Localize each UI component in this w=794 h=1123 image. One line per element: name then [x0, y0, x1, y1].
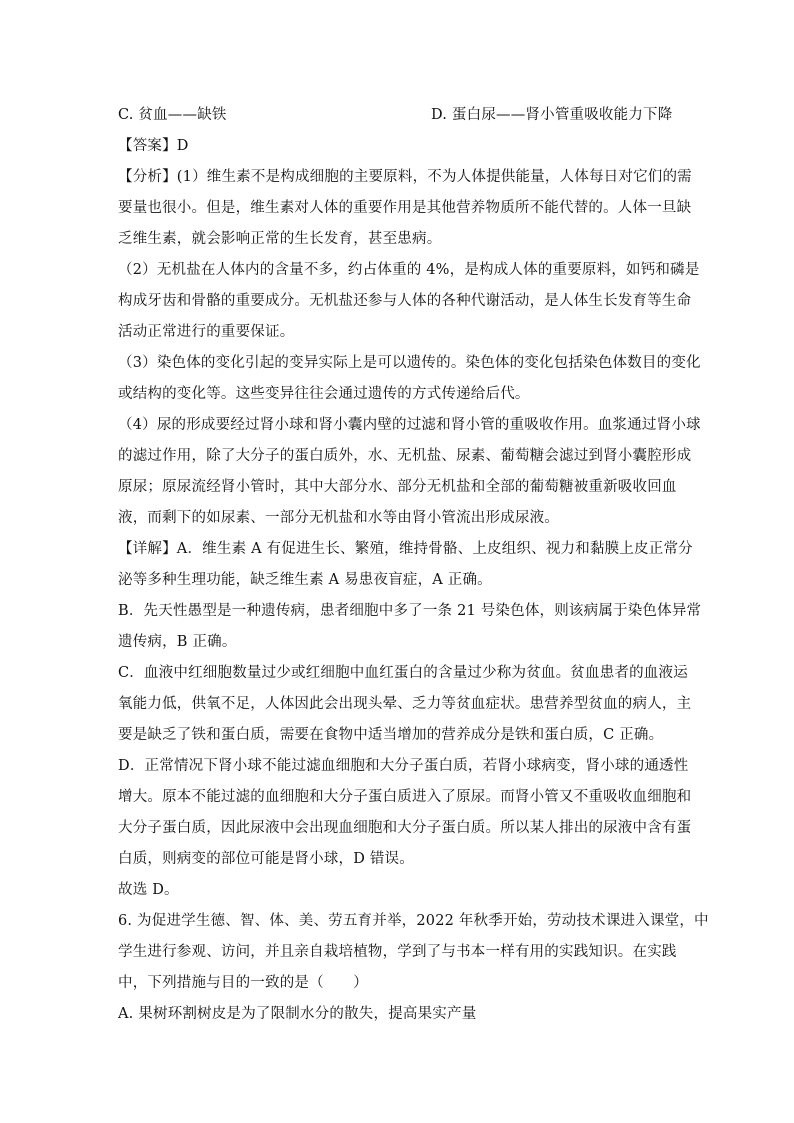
- analysis-line: 乏维生素，就会影响正常的生长发育，甚至患病。: [118, 231, 442, 247]
- option-d: D. 蛋白尿——肾小管重吸收能力下降: [431, 107, 673, 123]
- detail-section: [118, 534, 702, 875]
- detail-line: 要是缺乏了铁和蛋白质，需要在食物中适当增加的营养成分是铁和蛋白质，C 正确。: [118, 727, 664, 743]
- detail-line: 白质，则病变的部位可能是肾小球，D 错误。: [118, 851, 414, 867]
- detail-line: 增大。原本不能过滤的血细胞和大分子蛋白质进入了原尿。而肾小管又不重吸收血细胞和: [118, 789, 692, 805]
- analysis-line: 构成牙齿和骨骼的重要成分。无机盐还参与人体的各种代谢活动，是人体生长发育等生命: [118, 293, 692, 309]
- analysis-line: （3）染色体的变化引起的变异实际上是可以遗传的。染色体的变化包括染色体数目的变化: [118, 355, 701, 371]
- detail-line: 大分子蛋白质，因此尿液中会出现血细胞和大分子蛋白质。所以某人排出的尿液中含有蛋: [118, 820, 692, 836]
- conclusion-line: 故选 D。: [118, 882, 179, 898]
- analysis-line: 要量也很小。但是，维生素对人体的重要作用是其他营养物质所不能代替的。人体一旦缺: [118, 200, 692, 216]
- analysis-section: [118, 162, 701, 534]
- analysis-line: 或结构的变化等。这些变异往往会通过遗传的方式传递给后代。: [118, 386, 530, 402]
- detail-line: C．血液中红细胞数量过少或红细胞中血红蛋白的含量过少称为贫血。贫血患者的血液运: [118, 665, 688, 681]
- question-line: 6. 为促进学生德、智、体、美、劳五育并举，2022 年秋季开始，劳动技术课进入课堂，中: [118, 913, 709, 929]
- analysis-line: 原尿；原尿流经肾小管时，其中大部分水、部分无机盐和全部的葡萄糖被重新吸收回血: [118, 479, 677, 495]
- detail-line: B．先天性愚型是一种遗传病，患者细胞中多了一条 21 号染色体，则该病属于染色体异常: [118, 603, 702, 619]
- question-line: 中，下列措施与目的一致的是（ ）: [118, 975, 368, 991]
- document-content: [118, 100, 709, 1030]
- analysis-line: （4）尿的形成要经过肾小球和肾小囊内壁的过滤和肾小管的重吸收作用。血浆通过肾小球: [118, 417, 701, 433]
- question-6: [118, 906, 709, 1030]
- option-c: C. 贫血——缺铁: [118, 107, 227, 123]
- analysis-line: 液，而剩下的如尿素、一部分无机盐和水等由肾小管流出形成尿液。: [118, 510, 559, 526]
- options-row: [118, 100, 678, 131]
- detail-line: 泌等多种生理功能，缺乏维生素 A 易患夜盲症，A 正确。: [118, 572, 492, 588]
- detail-line: 遗传病，B 正确。: [118, 634, 237, 650]
- detail-line: D．正常情况下肾小球不能过滤血细胞和大分子蛋白质，若肾小球病变，肾小球的通透性: [118, 758, 689, 774]
- analysis-line: 【分析】(1）维生素不是构成细胞的主要原料，不为人体提供能量，人体每日对它们的需: [118, 169, 692, 185]
- analysis-line: 活动正常进行的重要保证。: [118, 324, 295, 340]
- detail-line: 【详解】A．维生素 A 有促进生长、繁殖，维持骨骼、上皮组织、视力和黏膜上皮正常分: [118, 541, 693, 557]
- analysis-line: （2）无机盐在人体内的含量不多，约占体重的 4%，是构成人体的重要原料，如钙和磷是: [118, 262, 700, 278]
- question-line: 学生进行参观、访问，并且亲自栽培植物，学到了与书本一样有用的实践知识。在实践: [118, 944, 677, 960]
- analysis-line: 的滤过作用，除了大分子的蛋白质外，水、无机盐、尿素、葡萄糖会滤过到肾小囊腔形成: [118, 448, 692, 464]
- detail-line: 氧能力低，供氧不足，人体因此会出现头晕、乏力等贫血症状。患营养型贫血的病人，主: [118, 696, 692, 712]
- question-option-a: A. 果树环割树皮是为了限制水分的散失，提高果实产量: [118, 1006, 477, 1022]
- answer-line: 【答案】D: [118, 138, 189, 154]
